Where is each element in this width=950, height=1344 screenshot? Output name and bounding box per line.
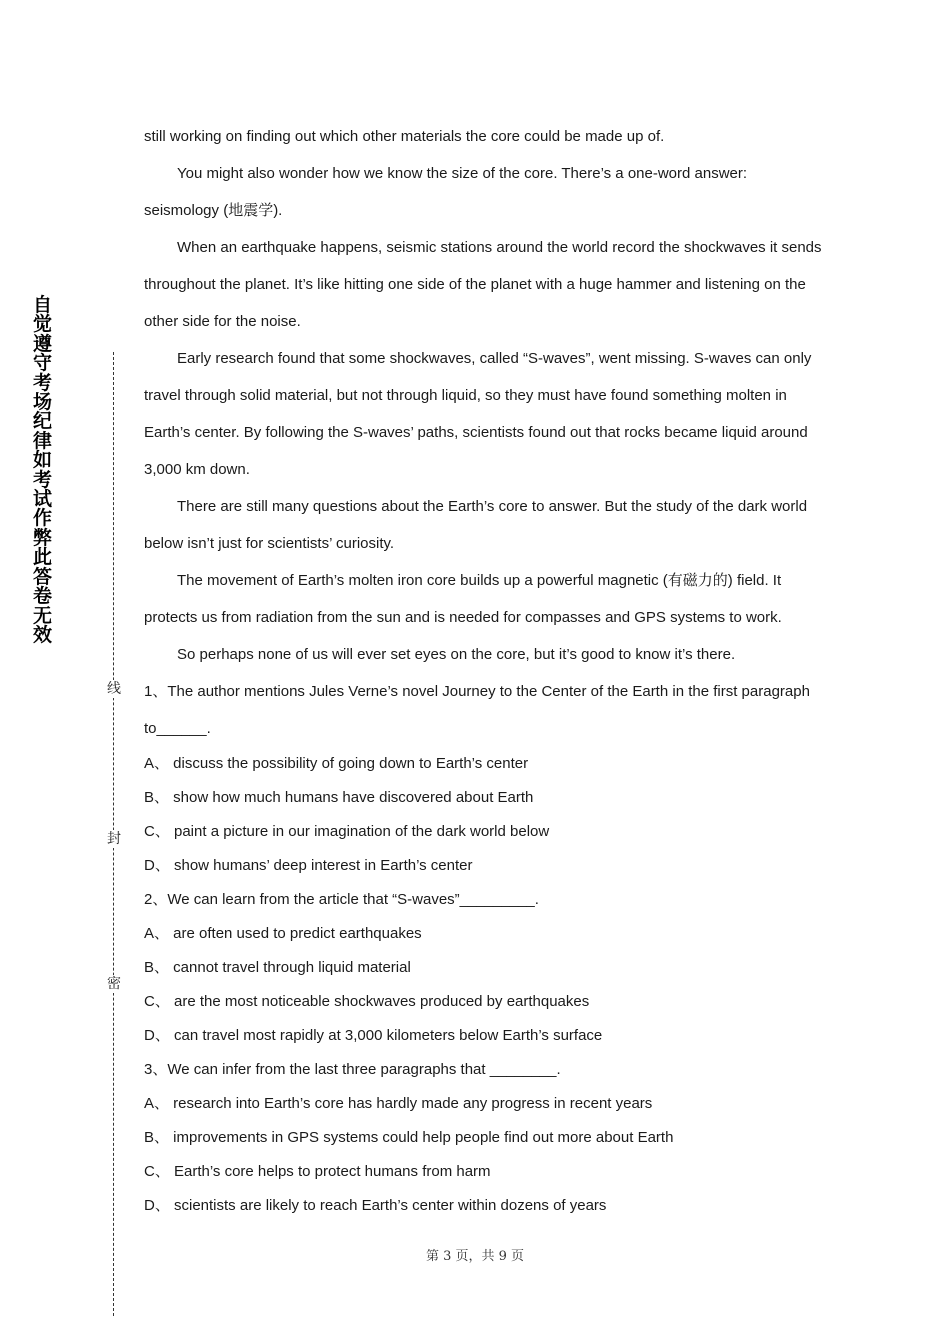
- answer-option: C、 paint a picture in our imagination of the dark world below: [144, 823, 550, 840]
- answer-option: C、 Earth’s core helps to protect humans from harm: [144, 1163, 491, 1180]
- question-stem: 1、The author mentions Jules Verne’s novel Journey to the Center of the Earth in the first paragraph to______.: [144, 683, 810, 737]
- question-3: [144, 1053, 824, 1223]
- question-stem: 3、We can infer from the last three paragraphs that ________.: [144, 1061, 561, 1078]
- seal-mark-secret: 密: [107, 976, 121, 992]
- answer-option: B、 improvements in GPS systems could help people find out more about Earth: [144, 1129, 674, 1146]
- paragraph: There are still many questions about the Earth’s core to answer. But the study of the dark world below isn’t just for scientists’ curiosity.: [144, 498, 808, 552]
- answer-option: B、 show how much humans have discovered about Earth: [144, 789, 534, 806]
- seal-mark-line: 线: [107, 681, 121, 697]
- answer-option: B、 cannot travel through liquid material: [144, 959, 411, 976]
- paragraph: You might also wonder how we know the size of the core. There’s a one-word answer: seismology (地震学).: [144, 165, 748, 219]
- exam-discipline-notice: 自觉遵守考场纪律如考试作弊此答卷无效: [33, 294, 53, 646]
- paragraph: still working on finding out which other materials the core could be made up of.: [144, 128, 665, 145]
- paragraph: Early research found that some shockwaves, called “S-waves”, went missing. S-waves can only travel through solid material, but not through liquid, so they must have found something molten in Earth’s center. By following the S-waves’ paths, scientists found out that rocks became liquid around 3,000 km down.: [144, 350, 812, 478]
- answer-option: D、 can travel most rapidly at 3,000 kilometers below Earth’s surface: [144, 1027, 603, 1044]
- page-content: [144, 118, 824, 1223]
- answer-option: A、 research into Earth’s core has hardly made any progress in recent years: [144, 1095, 653, 1112]
- answer-option: D、 scientists are likely to reach Earth’s center within dozens of years: [144, 1197, 607, 1214]
- page-number-footer: 第 3 页，共 9 页: [425, 1249, 525, 1264]
- question-1: [144, 673, 824, 883]
- paragraph: The movement of Earth’s molten iron core builds up a powerful magnetic (有磁力的) field. It protects us from radiation from the sun and is needed for compasses and GPS systems to work.: [144, 572, 782, 626]
- paragraph: When an earthquake happens, seismic stations around the world record the shockwaves it sends throughout the planet. It’s like hitting one side of the planet with a huge hammer and listening on the other side for the noise.: [144, 239, 822, 330]
- paragraph: So perhaps none of us will ever set eyes on the core, but it’s good to know it’s there.: [177, 646, 736, 663]
- answer-option: C、 are the most noticeable shockwaves produced by earthquakes: [144, 993, 590, 1010]
- answer-option: A、 are often used to predict earthquakes: [144, 925, 422, 942]
- answer-option: A、 discuss the possibility of going down to Earth’s center: [144, 755, 529, 772]
- answer-option: D、 show humans’ deep interest in Earth’s center: [144, 857, 473, 874]
- question-2: [144, 883, 824, 1053]
- question-stem: 2、We can learn from the article that “S-waves”_________.: [144, 891, 539, 908]
- seal-mark-seal: 封: [107, 831, 121, 847]
